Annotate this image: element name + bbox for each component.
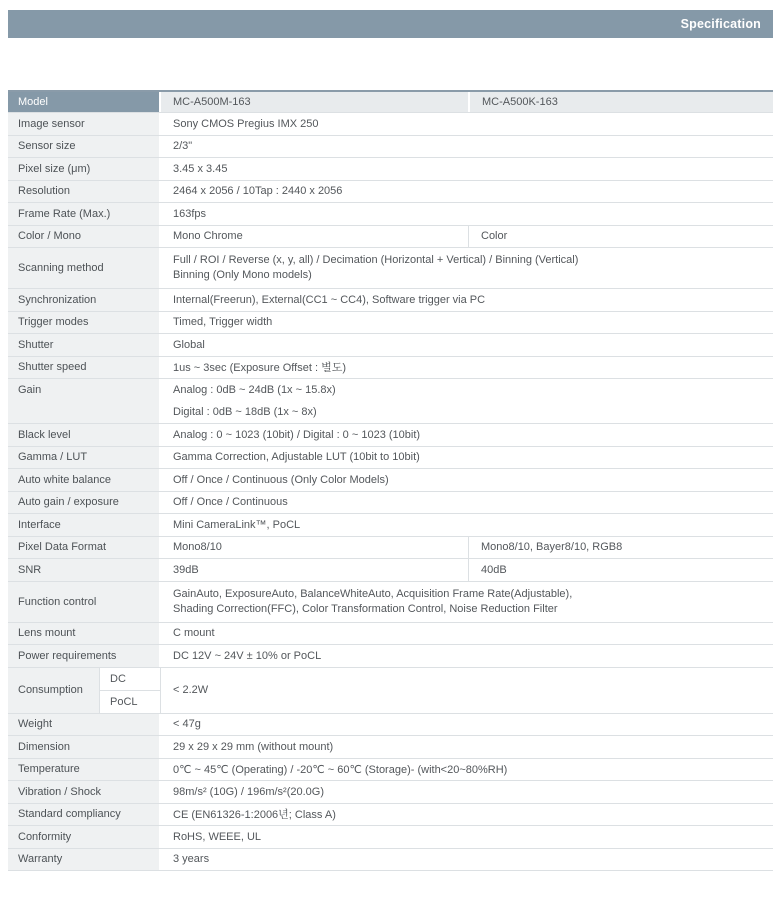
row-values-function-control bbox=[161, 582, 773, 622]
spec-row-gain bbox=[8, 379, 773, 424]
spec-row-lens-mount bbox=[8, 623, 773, 646]
row-label-dimension: Dimension bbox=[8, 736, 161, 758]
value-vibration-shock: 98m/s² (10G) / 196m/s²(20.0G) bbox=[161, 781, 773, 803]
value-line: Binning (Only Mono models) bbox=[173, 269, 312, 281]
row-values-weight bbox=[161, 714, 773, 736]
value-line: Full / ROI / Reverse (x, y, all) / Decimation (Horizontal + Vertical) / Binning (Vertical) bbox=[173, 254, 579, 266]
model-col1-cell: MC-A500M-163 bbox=[161, 92, 468, 112]
row-label-pixel-data-format: Pixel Data Format bbox=[8, 537, 161, 559]
spec-row-weight bbox=[8, 714, 773, 737]
spec-row-gamma-lut bbox=[8, 447, 773, 470]
row-label-shutter: Shutter bbox=[8, 334, 161, 356]
value-band bbox=[161, 401, 773, 423]
row-label-function-control: Function control bbox=[8, 582, 161, 622]
row-label-consumption: Consumption bbox=[8, 668, 100, 713]
row-values-snr bbox=[161, 559, 773, 581]
row-values-gain bbox=[161, 379, 773, 423]
row-values-shutter-speed bbox=[161, 357, 773, 379]
row-label-sensor-size: Sensor size bbox=[8, 136, 161, 158]
value-interface: Mini CameraLink™, PoCL bbox=[161, 514, 773, 536]
value-synchronization: Internal(Freerun), External(CC1 ~ CC4), Software trigger via PC bbox=[161, 289, 773, 311]
row-label-temperature: Temperature bbox=[8, 759, 161, 781]
specification-table bbox=[8, 90, 773, 871]
value-dimension: 29 x 29 x 29 mm (without mount) bbox=[161, 736, 773, 758]
model-values bbox=[161, 92, 773, 112]
value-color-mono-col1: Mono Chrome bbox=[161, 226, 468, 248]
model-header-cell: Model bbox=[8, 92, 161, 112]
value-gain bbox=[161, 379, 773, 423]
row-label-color-mono: Color / Mono bbox=[8, 226, 161, 248]
row-values-black-level bbox=[161, 424, 773, 446]
value-image-sensor: Sony CMOS Pregius IMX 250 bbox=[161, 113, 773, 135]
value-color-mono-col2: Color bbox=[468, 226, 773, 248]
spec-header-row bbox=[8, 92, 773, 113]
row-label-black-level: Black level bbox=[8, 424, 161, 446]
spec-row-trigger-modes bbox=[8, 312, 773, 335]
spec-row-synchronization bbox=[8, 289, 773, 312]
value-function-control bbox=[161, 582, 773, 622]
row-values-dimension bbox=[161, 736, 773, 758]
spec-row-auto-white-balance bbox=[8, 469, 773, 492]
spec-row-sensor-size bbox=[8, 136, 773, 159]
value-shutter-speed: 1us ~ 3sec (Exposure Offset : 별도) bbox=[161, 357, 773, 379]
row-label-vibration-shock: Vibration / Shock bbox=[8, 781, 161, 803]
row-values-frame-rate-max bbox=[161, 203, 773, 225]
spec-row-frame-rate-max bbox=[8, 203, 773, 226]
value-shutter: Global bbox=[161, 334, 773, 356]
row-values-interface bbox=[161, 514, 773, 536]
row-label-interface: Interface bbox=[8, 514, 161, 536]
spec-row-resolution bbox=[8, 181, 773, 204]
value-pixel-size-m: 3.45 x 3.45 bbox=[161, 158, 773, 180]
row-values-sensor-size bbox=[161, 136, 773, 158]
spec-row-vibration-shock bbox=[8, 781, 773, 804]
row-values-auto-white-balance bbox=[161, 469, 773, 491]
row-values-power-requirements bbox=[161, 645, 773, 667]
spec-row-function-control bbox=[8, 582, 773, 623]
row-values-shutter bbox=[161, 334, 773, 356]
row-values-pixel-size-m bbox=[161, 158, 773, 180]
value-auto-gain-exposure: Off / Once / Continuous bbox=[161, 492, 773, 514]
row-label-weight: Weight bbox=[8, 714, 161, 736]
row-label-gain: Gain bbox=[8, 379, 161, 423]
spec-row-standard-compliancy bbox=[8, 804, 773, 827]
value-scanning-method bbox=[161, 248, 773, 288]
row-label-scanning-method: Scanning method bbox=[8, 248, 161, 288]
spec-row-interface bbox=[8, 514, 773, 537]
row-values-standard-compliancy bbox=[161, 804, 773, 826]
row-label-warranty: Warranty bbox=[8, 849, 161, 871]
value-lens-mount: C mount bbox=[161, 623, 773, 645]
spec-row-temperature bbox=[8, 759, 773, 782]
value-line: Shading Correction(FFC), Color Transformation Control, Noise Reduction Filter bbox=[173, 602, 558, 615]
spec-row-scanning-method bbox=[8, 248, 773, 289]
row-label-image-sensor: Image sensor bbox=[8, 113, 161, 135]
value-temperature: 0℃ ~ 45℃ (Operating) / -20℃ ~ 60℃ (Storage)- (with<20~80%RH) bbox=[161, 759, 773, 781]
value-warranty: 3 years bbox=[161, 849, 773, 871]
row-values-vibration-shock bbox=[161, 781, 773, 803]
value-black-level: Analog : 0 ~ 1023 (10bit) / Digital : 0 ~ 1023 (10bit) bbox=[161, 424, 773, 446]
spec-row-auto-gain-exposure bbox=[8, 492, 773, 515]
spec-row-shutter bbox=[8, 334, 773, 357]
value-frame-rate-max: 163fps bbox=[161, 203, 773, 225]
row-values-temperature bbox=[161, 759, 773, 781]
value-weight: < 47g bbox=[161, 714, 773, 736]
value-conformity: RoHS, WEEE, UL bbox=[161, 826, 773, 848]
row-label-auto-gain-exposure: Auto gain / exposure bbox=[8, 492, 161, 514]
sublabel-dc: DC bbox=[100, 668, 160, 691]
value-line: Analog : 0dB ~ 24dB (1x ~ 15.8x) bbox=[173, 384, 336, 396]
row-values-gamma-lut bbox=[161, 447, 773, 469]
row-label-lens-mount: Lens mount bbox=[8, 623, 161, 645]
row-label-standard-compliancy: Standard compliancy bbox=[8, 804, 161, 826]
spec-row-pixel-size-m bbox=[8, 158, 773, 181]
row-values-lens-mount bbox=[161, 623, 773, 645]
spec-row-shutter-speed bbox=[8, 357, 773, 380]
spec-row-black-level bbox=[8, 424, 773, 447]
value-consumption: < 2.2W bbox=[161, 668, 773, 713]
spec-row-power-requirements bbox=[8, 645, 773, 668]
row-values-synchronization bbox=[161, 289, 773, 311]
value-pixel-data-format-col2: Mono8/10, Bayer8/10, RGB8 bbox=[468, 537, 773, 559]
row-values-conformity bbox=[161, 826, 773, 848]
row-label-pixel-size-m: Pixel size (μm) bbox=[8, 158, 161, 180]
section-header-bar bbox=[8, 10, 773, 38]
row-label-snr: SNR bbox=[8, 559, 161, 581]
section-title: Specification bbox=[680, 17, 761, 31]
model-col2-cell: MC-A500K-163 bbox=[468, 92, 773, 112]
row-values-warranty bbox=[161, 849, 773, 871]
row-values-trigger-modes bbox=[161, 312, 773, 334]
spec-row-warranty bbox=[8, 849, 773, 872]
value-auto-white-balance: Off / Once / Continuous (Only Color Models) bbox=[161, 469, 773, 491]
sublabel-pocl: PoCL bbox=[110, 695, 138, 708]
row-values-scanning-method bbox=[161, 248, 773, 288]
row-label-resolution: Resolution bbox=[8, 181, 161, 203]
spec-row-conformity bbox=[8, 826, 773, 849]
value-snr-col1: 39dB bbox=[161, 559, 468, 581]
row-label-auto-white-balance: Auto white balance bbox=[8, 469, 161, 491]
spec-row-color-mono bbox=[8, 226, 773, 249]
value-pixel-data-format-col1: Mono8/10 bbox=[161, 537, 468, 559]
value-power-requirements: DC 12V ~ 24V ± 10% or PoCL bbox=[161, 645, 773, 667]
value-line: GainAuto, ExposureAuto, BalanceWhiteAuto, Acquisition Frame Rate(Adjustable), bbox=[173, 587, 573, 600]
row-label-power-requirements: Power requirements bbox=[8, 645, 161, 667]
row-values-resolution bbox=[161, 181, 773, 203]
row-label-gamma-lut: Gamma / LUT bbox=[8, 447, 161, 469]
row-label-trigger-modes: Trigger modes bbox=[8, 312, 161, 334]
row-label-frame-rate-max: Frame Rate (Max.) bbox=[8, 203, 161, 225]
row-values-pixel-data-format bbox=[161, 537, 773, 559]
spec-row-pixel-data-format bbox=[8, 537, 773, 560]
value-snr-col2: 40dB bbox=[468, 559, 773, 581]
spec-row-snr bbox=[8, 559, 773, 582]
consumption-subcolumn bbox=[100, 668, 161, 713]
row-label-synchronization: Synchronization bbox=[8, 289, 161, 311]
row-values-auto-gain-exposure bbox=[161, 492, 773, 514]
value-sensor-size: 2/3" bbox=[161, 136, 773, 158]
row-values-color-mono bbox=[161, 226, 773, 248]
value-gamma-lut: Gamma Correction, Adjustable LUT (10bit to 10bit) bbox=[161, 447, 773, 469]
row-values-image-sensor bbox=[161, 113, 773, 135]
value-band bbox=[161, 379, 773, 401]
row-label-shutter-speed: Shutter speed bbox=[8, 357, 161, 379]
spec-row-image-sensor bbox=[8, 113, 773, 136]
spec-row-consumption bbox=[8, 668, 773, 714]
spec-row-dimension bbox=[8, 736, 773, 759]
value-resolution: 2464 x 2056 / 10Tap : 2440 x 2056 bbox=[161, 181, 773, 203]
value-trigger-modes: Timed, Trigger width bbox=[161, 312, 773, 334]
value-line: Digital : 0dB ~ 18dB (1x ~ 8x) bbox=[173, 406, 317, 418]
value-standard-compliancy: CE (EN61326-1:2006년; Class A) bbox=[161, 804, 773, 826]
row-values-consumption bbox=[161, 668, 773, 713]
row-label-conformity: Conformity bbox=[8, 826, 161, 848]
